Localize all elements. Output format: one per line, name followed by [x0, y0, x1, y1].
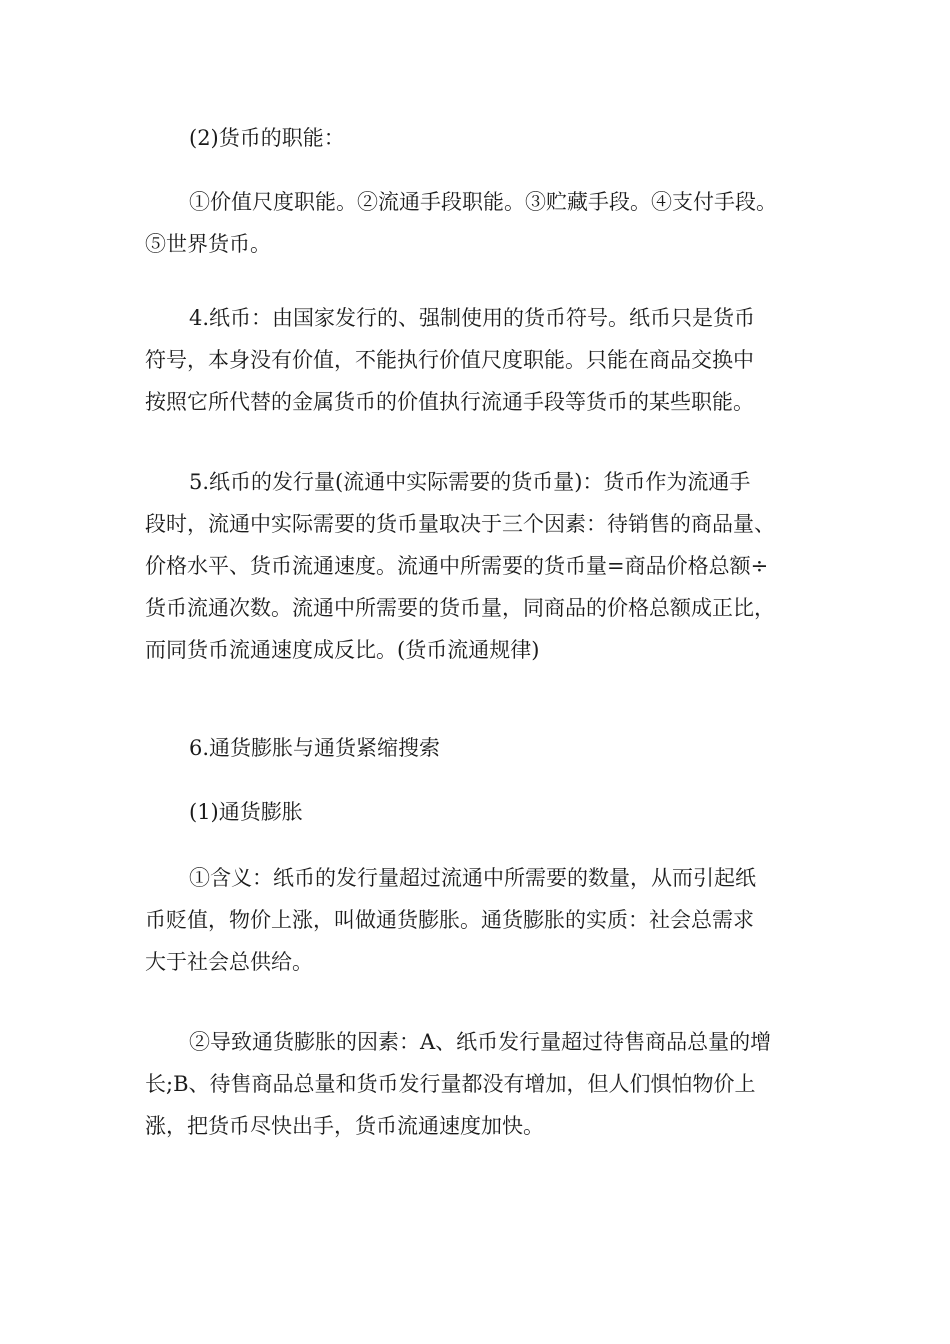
paragraph-inflation-deflation-heading [145, 727, 815, 769]
text-line: (2)货币的职能： [189, 126, 345, 150]
paragraph-inflation-heading [145, 791, 815, 833]
text-line: 按照它所代替的金属货币的价值执行流通手段等货币的某些职能。 [145, 390, 754, 414]
text-line: 符号，本身没有价值，不能执行价值尺度职能。只能在商品交换中 [145, 348, 754, 372]
paragraph-functions-list [145, 181, 815, 265]
text-line: 而同货币流通速度成反比。(货币流通规律) [145, 638, 540, 662]
paragraph-issuance-amount [145, 461, 815, 671]
text-line: ⑤世界货币。 [145, 232, 271, 256]
text-line: ①价值尺度职能。②流通手段职能。③贮藏手段。④支付手段。 [189, 190, 777, 214]
text-line: ②导致通货膨胀的因素：A、纸币发行量超过待售商品总量的增 [189, 1030, 772, 1054]
text-line: 4.纸币：由国家发行的、强制使用的货币符号。纸币只是货币 [189, 306, 756, 330]
text-line: 大于社会总供给。 [145, 950, 313, 974]
paragraph-functions-heading [145, 117, 815, 159]
text-line: 5.纸币的发行量(流通中实际需要的货币量)：货币作为流通手 [189, 470, 751, 494]
text-line: (1)通货膨胀 [189, 800, 303, 824]
text-line: 涨，把货币尽快出手，货币流通速度加快。 [145, 1114, 544, 1138]
paragraph-inflation-meaning [145, 857, 815, 983]
text-line: 6.通货膨胀与通货紧缩搜索 [189, 736, 441, 760]
paragraph-inflation-causes [145, 1021, 815, 1147]
text-line: 长;B、待售商品总量和货币发行量都没有增加，但人们惧怕物价上 [145, 1072, 756, 1096]
text-line: 货币流通次数。流通中所需要的货币量，同商品的价格总额成正比， [145, 596, 775, 620]
paragraph-paper-money [145, 297, 815, 423]
text-line: 段时，流通中实际需要的货币量取决于三个因素：待销售的商品量、 [145, 512, 775, 536]
text-line: 币贬值，物价上涨，叫做通货膨胀。通货膨胀的实质：社会总需求 [145, 908, 754, 932]
text-line: 价格水平、货币流通速度。流通中所需要的货币量=商品价格总额÷ [145, 554, 769, 578]
text-line: ①含义：纸币的发行量超过流通中所需要的数量，从而引起纸 [189, 866, 756, 890]
